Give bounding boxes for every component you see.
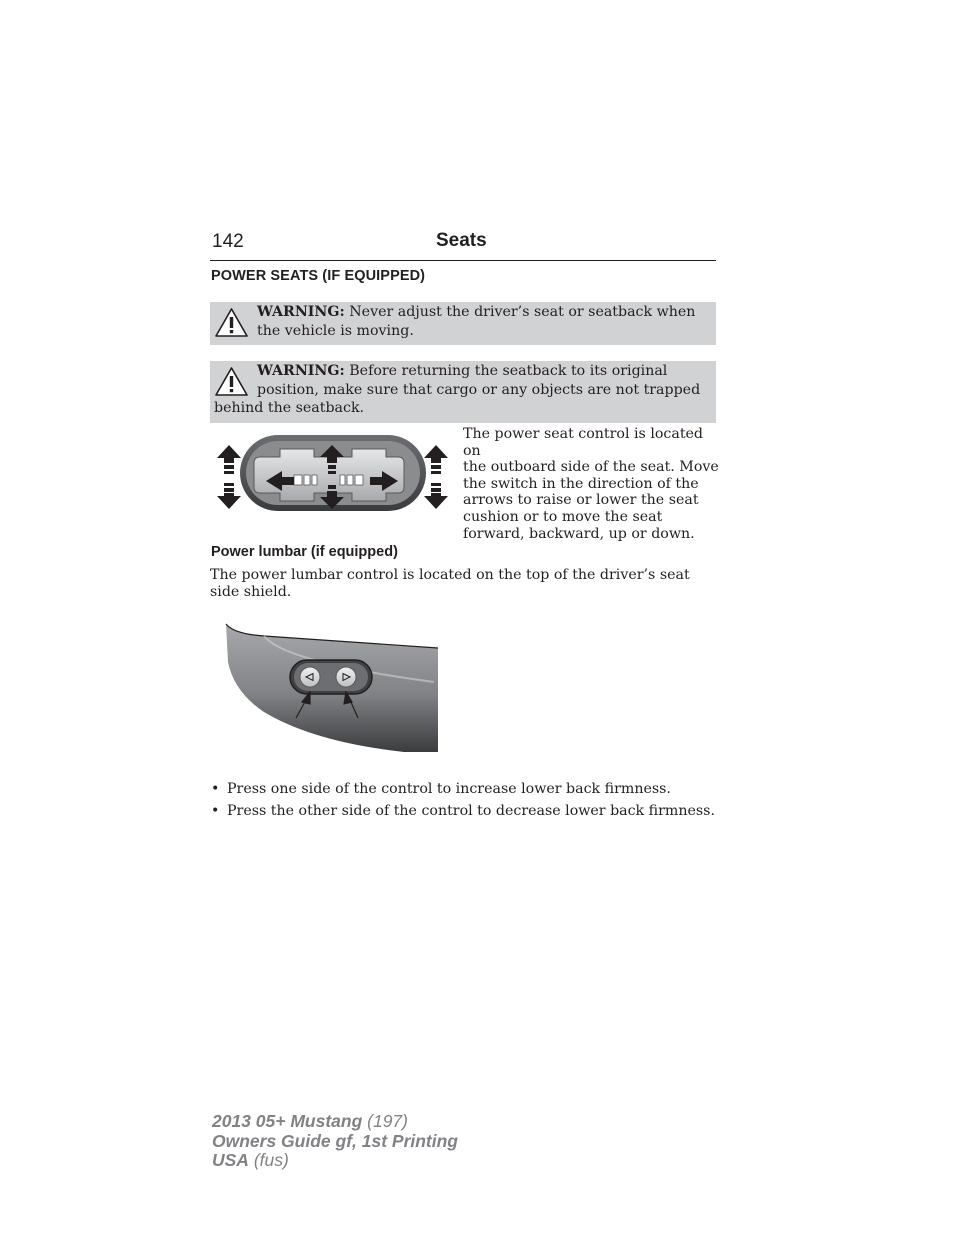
footer-market: USA — [212, 1150, 249, 1170]
lumbar-description: The power lumbar control is located on the top of the driver’s seat side shield. — [210, 567, 690, 600]
lumbar-instructions — [210, 780, 716, 824]
list-item: • Press one side of the control to increase lower back firmness. — [211, 781, 671, 797]
list-item: • Press the other side of the control to decrease lower back firmness. — [211, 803, 715, 819]
footer-guide: Owners Guide gf, 1st Printing — [212, 1130, 458, 1151]
lumbar-control-illustration — [224, 622, 438, 754]
footer-line — [212, 1151, 458, 1171]
warning-box — [210, 361, 716, 423]
footer-model-code: (197) — [362, 1111, 408, 1131]
footer-model: 2013 05+ Mustang — [212, 1111, 363, 1131]
footer-line — [212, 1132, 458, 1152]
warning-triangle-icon — [214, 307, 249, 339]
chapter-title: Seats — [436, 230, 487, 251]
warning-box — [210, 302, 716, 345]
footer-line — [212, 1112, 458, 1132]
list-item-text: Press one side of the control to increase lower back firmness. — [227, 781, 671, 797]
seat-control-description: The power seat control is located on the outboard side of the seat. Move the switch in the direction of the arrows to raise or lower the seat cushion or to move the seat forward, backward, up or down. — [463, 426, 719, 542]
page-number: 142 — [212, 231, 244, 252]
page-header — [210, 229, 716, 261]
warning-text: Before returning the seatback to its original position, make sure that cargo or any objects are not trapped behind the seatback. — [214, 363, 701, 417]
warning-triangle-icon — [214, 366, 249, 398]
lumbar-heading: Power lumbar (if equipped) — [211, 544, 398, 560]
section-heading: POWER SEATS (IF EQUIPPED) — [211, 268, 426, 284]
warning-text: Never adjust the driver’s seat or seatback when the vehicle is moving. — [257, 304, 696, 339]
footer-market-code: (fus) — [248, 1150, 289, 1170]
list-item-text: Press the other side of the control to decrease lower back firmness. — [227, 803, 715, 819]
page-footer — [212, 1112, 458, 1171]
power-seat-switch-illustration — [212, 433, 452, 513]
warning-label: WARNING: — [257, 363, 345, 379]
warning-label: WARNING: — [257, 304, 345, 320]
